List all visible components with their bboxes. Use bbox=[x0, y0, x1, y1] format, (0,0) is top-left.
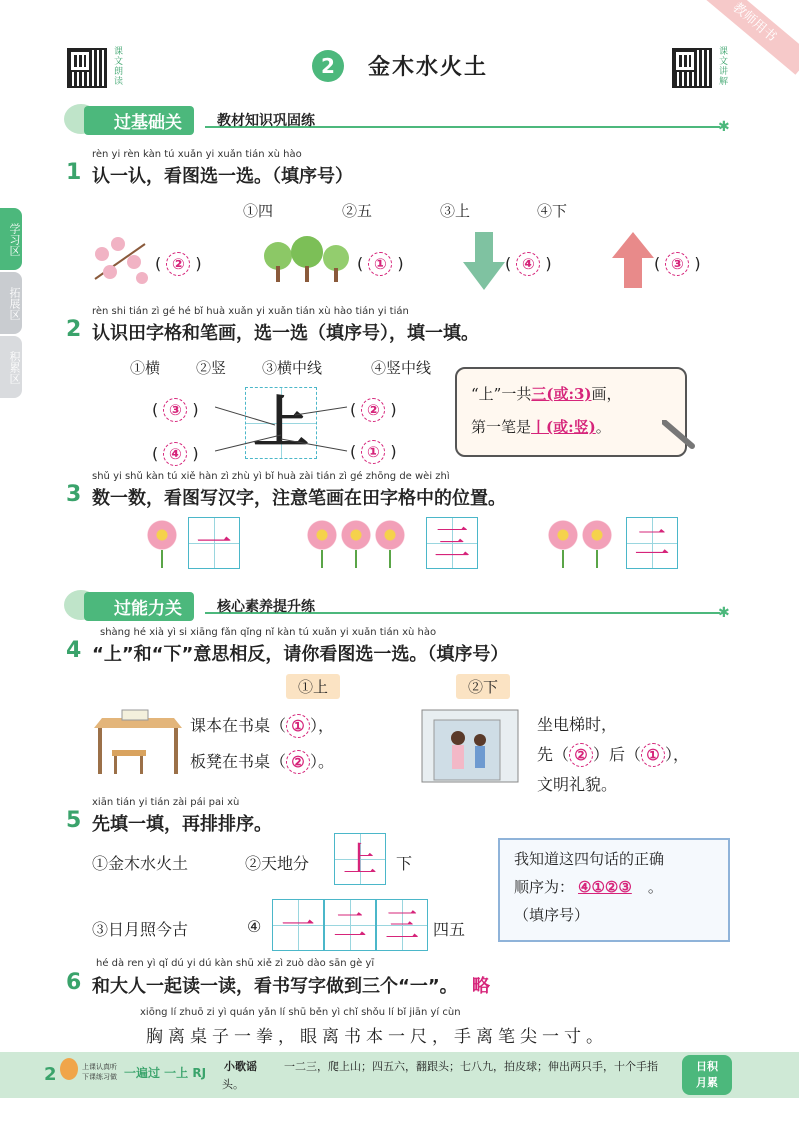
q5-item-2-answer[interactable]: 上 bbox=[343, 840, 377, 880]
flower-icon bbox=[307, 520, 337, 568]
q2-box-line2-pre: 第一笔是 bbox=[471, 418, 532, 436]
q2-option-1: ①横 bbox=[130, 359, 161, 377]
section-basic-badge: 过基础关 bbox=[84, 106, 194, 135]
footer-badge bbox=[682, 1055, 732, 1095]
flower-icon bbox=[548, 520, 578, 568]
footer-badge-line-2: 月累 bbox=[696, 1076, 718, 1089]
q1-option-1: ①四 bbox=[243, 202, 274, 220]
footer-song-label: 小歌谣 bbox=[224, 1060, 257, 1073]
q3-text: 数一数，看图写汉字，注意笔画在田字格中的位置。 bbox=[92, 488, 506, 509]
q3-grid-1 bbox=[188, 517, 240, 569]
q5-item-1: ①金木水火土 bbox=[92, 854, 189, 873]
q3-grid-2 bbox=[426, 517, 478, 569]
q2-paren-left-2: ( ④ ) bbox=[152, 442, 199, 466]
q5-item-4-answer-2[interactable]: 二 bbox=[333, 906, 367, 946]
q5-answer-box bbox=[498, 838, 730, 942]
q2-text: 认识田字格和笔画，选一选（填序号），填一填。 bbox=[92, 323, 479, 344]
flower-branch-image bbox=[90, 234, 152, 286]
footer-badge-line-1: 日积 bbox=[696, 1060, 718, 1073]
q1-paren-2: ( ① ) bbox=[357, 252, 404, 276]
q4-pinyin: shàng hé xià yì si xiāng fǎn qǐng nǐ kàn tú xuǎn yi xuǎn tián xù hào bbox=[100, 627, 437, 638]
q5-grid-item-4c bbox=[376, 899, 428, 951]
q1-paren-4: ( ③ ) bbox=[654, 252, 701, 276]
q2-box-line1-pre: “上”一共 bbox=[471, 385, 532, 403]
flower-icon bbox=[341, 520, 371, 568]
lesson-number-badge: 2 bbox=[312, 50, 344, 82]
q1-paren-1: ( ② ) bbox=[155, 252, 202, 276]
q4-left-answer-1[interactable]: ① bbox=[286, 714, 310, 738]
q3-number: 3 bbox=[66, 482, 82, 507]
corner-stamp: 教师用书 bbox=[696, 0, 799, 75]
q6-pinyin: hé dà ren yì qǐ dú yi dú kàn shū xiě zì zuò dào sān gè yī bbox=[96, 958, 375, 969]
q4-text: “上”和“下”意思相反，请你看图选一选。（填序号） bbox=[92, 644, 509, 665]
q5-grid-item-2 bbox=[334, 833, 386, 885]
footer-brand-small-2: 下课练习做 bbox=[82, 1073, 117, 1081]
elevator-image bbox=[420, 708, 520, 788]
q5-box-line-3: （填序号） bbox=[514, 906, 590, 924]
q4-left-line-2: 板凳在书桌（ ② ）。 bbox=[190, 749, 334, 774]
q5-box-line-2-pre: 顺序为： bbox=[514, 878, 575, 896]
q3-pinyin: shǔ yi shǔ kàn tú xiě hàn zì zhù yì bǐ huà zài tián zì gé zhōng de wèi zhì bbox=[92, 471, 450, 482]
q3-flower-group-3 bbox=[548, 520, 612, 568]
q2-paren-right-1: ( ② ) bbox=[350, 398, 397, 422]
q2-paren-left-1: ( ③ ) bbox=[152, 398, 199, 422]
q6-verse: 胸离桌子一拳，眼离书本一尺，手离笔尖一寸。 bbox=[146, 1027, 608, 1047]
q4-right-line-2: 先（ ② ）后（ ① ）， bbox=[537, 742, 689, 767]
footer-page-number: 2 bbox=[44, 1064, 57, 1085]
q1-answer-4[interactable]: ③ bbox=[665, 252, 689, 276]
q2-answer-right-1[interactable]: ② bbox=[361, 398, 385, 422]
star-icon: ✱ bbox=[718, 119, 730, 135]
q3-flower-group-1 bbox=[147, 520, 177, 568]
q5-text: 先填一填，再排排序。 bbox=[92, 814, 272, 835]
footer-song-text: 一二三，爬上山；四五六，翻跟头；七八九，拍皮球；伸出两只手，十个手指头。 bbox=[222, 1060, 658, 1091]
q5-item-3: ③日月照今古 bbox=[92, 920, 189, 939]
q5-grid-item-4b bbox=[324, 899, 376, 951]
section-ability-subtitle: 核心素养提升练 bbox=[217, 599, 315, 615]
q5-item-4-answer-1[interactable]: 一 bbox=[281, 906, 315, 946]
footer-brand: 一遍过 一上 RJ bbox=[124, 1066, 207, 1080]
q5-item-2-pre: ②天地分 bbox=[245, 854, 310, 873]
footer-brand-small-1: 上课认真听 bbox=[82, 1063, 117, 1071]
q1-paren-3: ( ④ ) bbox=[505, 252, 552, 276]
q2-box-line2-post: 。 bbox=[595, 418, 611, 436]
q5-box-line-1: 我知道这四句话的正确 bbox=[514, 850, 665, 868]
q3-answer-1[interactable]: 一 bbox=[195, 523, 232, 564]
flower-icon bbox=[147, 520, 177, 568]
desk-image bbox=[92, 704, 184, 780]
q1-option-4: ④下 bbox=[537, 202, 568, 220]
q2-answer-right-2[interactable]: ① bbox=[361, 440, 385, 464]
pencil-icon bbox=[662, 420, 696, 454]
qr-code-left-icon[interactable] bbox=[67, 48, 107, 88]
q4-right-line-1: 坐电梯时， bbox=[537, 715, 618, 734]
q5-grid-item-4a bbox=[272, 899, 324, 951]
q4-left-answer-2[interactable]: ② bbox=[286, 750, 310, 774]
q1-text: 认一认，看图选一选。（填序号） bbox=[92, 166, 353, 187]
q2-box-answer-2[interactable]: 丨(或:竖) bbox=[531, 418, 596, 436]
qr-right-label: 课文讲解 bbox=[717, 46, 727, 86]
side-tab-study[interactable]: 学习区 bbox=[0, 208, 22, 270]
q5-item-2-post: 下 bbox=[396, 854, 413, 873]
q2-option-4: ④竖中线 bbox=[371, 359, 432, 377]
q1-answer-2[interactable]: ① bbox=[368, 252, 392, 276]
q4-option-2: ②下 bbox=[456, 674, 510, 699]
q2-grid-char: 上 bbox=[253, 391, 309, 456]
q2-pointer-lines bbox=[215, 395, 355, 469]
q2-box-answer-1[interactable]: 三(或:3) bbox=[531, 385, 592, 403]
q6-text: 和大人一起读一读，看书写字做到三个“一”。 略 bbox=[92, 976, 490, 997]
page-title: 金木水火土 bbox=[368, 55, 489, 80]
down-arrow-icon bbox=[463, 232, 505, 294]
q3-grid-3 bbox=[626, 517, 678, 569]
q3-answer-3[interactable]: 二 bbox=[633, 523, 670, 564]
q2-option-2: ②竖 bbox=[196, 359, 227, 377]
section-ability-badge: 过能力关 bbox=[84, 592, 194, 621]
q4-right-line-3: 文明礼貌。 bbox=[537, 775, 618, 794]
q1-pinyin: rèn yi rèn kàn tú xuǎn yi xuǎn tián xù hào bbox=[92, 149, 302, 160]
q2-answer-box bbox=[455, 367, 687, 457]
q5-order-answer[interactable]: ④①②③ bbox=[578, 878, 632, 896]
section-basic-subtitle: 教材知识巩固练 bbox=[217, 113, 315, 129]
q5-box-line-2-post: 。 bbox=[647, 878, 663, 896]
flower-icon bbox=[375, 520, 405, 568]
side-tab-accumulate[interactable]: 积累区 bbox=[0, 336, 22, 398]
q6-number: 6 bbox=[66, 970, 82, 995]
q3-flower-group-2 bbox=[307, 520, 405, 568]
q6-answer[interactable]: 略 bbox=[471, 976, 490, 997]
q4-right-answer-2[interactable]: ① bbox=[641, 743, 665, 767]
q2-paren-right-2: ( ① ) bbox=[350, 440, 397, 464]
q4-right-answer-1[interactable]: ② bbox=[569, 743, 593, 767]
q3-answer-2[interactable]: 三 bbox=[433, 523, 470, 564]
q5-pinyin: xiān tián yi tián zài pái pai xù bbox=[92, 797, 240, 808]
flower-icon bbox=[582, 520, 612, 568]
footer-mascot-icon bbox=[60, 1058, 78, 1080]
qr-code-right-icon[interactable] bbox=[672, 48, 712, 88]
q1-option-3: ③上 bbox=[440, 202, 471, 220]
qr-left-label: 课文朗读 bbox=[112, 46, 122, 86]
q1-answer-1[interactable]: ② bbox=[166, 252, 190, 276]
side-tab-extend[interactable]: 拓展区 bbox=[0, 272, 22, 334]
q2-number: 2 bbox=[66, 317, 82, 342]
star-icon: ✱ bbox=[718, 605, 730, 621]
q2-answer-left-2[interactable]: ④ bbox=[163, 442, 187, 466]
trees-image bbox=[262, 236, 354, 284]
q1-answer-3[interactable]: ④ bbox=[516, 252, 540, 276]
up-arrow-icon bbox=[612, 232, 654, 292]
q6-verse-pinyin: xiōng lí zhuō zi yì quán yǎn lí shū běn yì chǐ shǒu lí bǐ jiān yí cùn bbox=[140, 1007, 461, 1018]
q5-number: 5 bbox=[66, 808, 82, 833]
q4-number: 4 bbox=[66, 638, 82, 663]
q2-pinyin: rèn shi tián zì gé hé bǐ huà xuǎn yi xuǎn tián xù hào tián yi tián bbox=[92, 306, 409, 317]
q2-option-3: ③横中线 bbox=[262, 359, 323, 377]
q1-option-2: ②五 bbox=[342, 202, 373, 220]
q5-item-4-answer-3[interactable]: 三 bbox=[385, 906, 419, 946]
q2-answer-left-1[interactable]: ③ bbox=[163, 398, 187, 422]
q2-box-line1-post: 画， bbox=[591, 385, 622, 403]
q4-left-line-1: 课本在书桌（ ① ）， bbox=[190, 713, 334, 738]
q1-number: 1 bbox=[66, 160, 82, 185]
q4-option-1: ①上 bbox=[286, 674, 340, 699]
q5-item-4-post: 四五 bbox=[433, 920, 466, 939]
q5-item-4-pre: ④ bbox=[247, 917, 262, 936]
